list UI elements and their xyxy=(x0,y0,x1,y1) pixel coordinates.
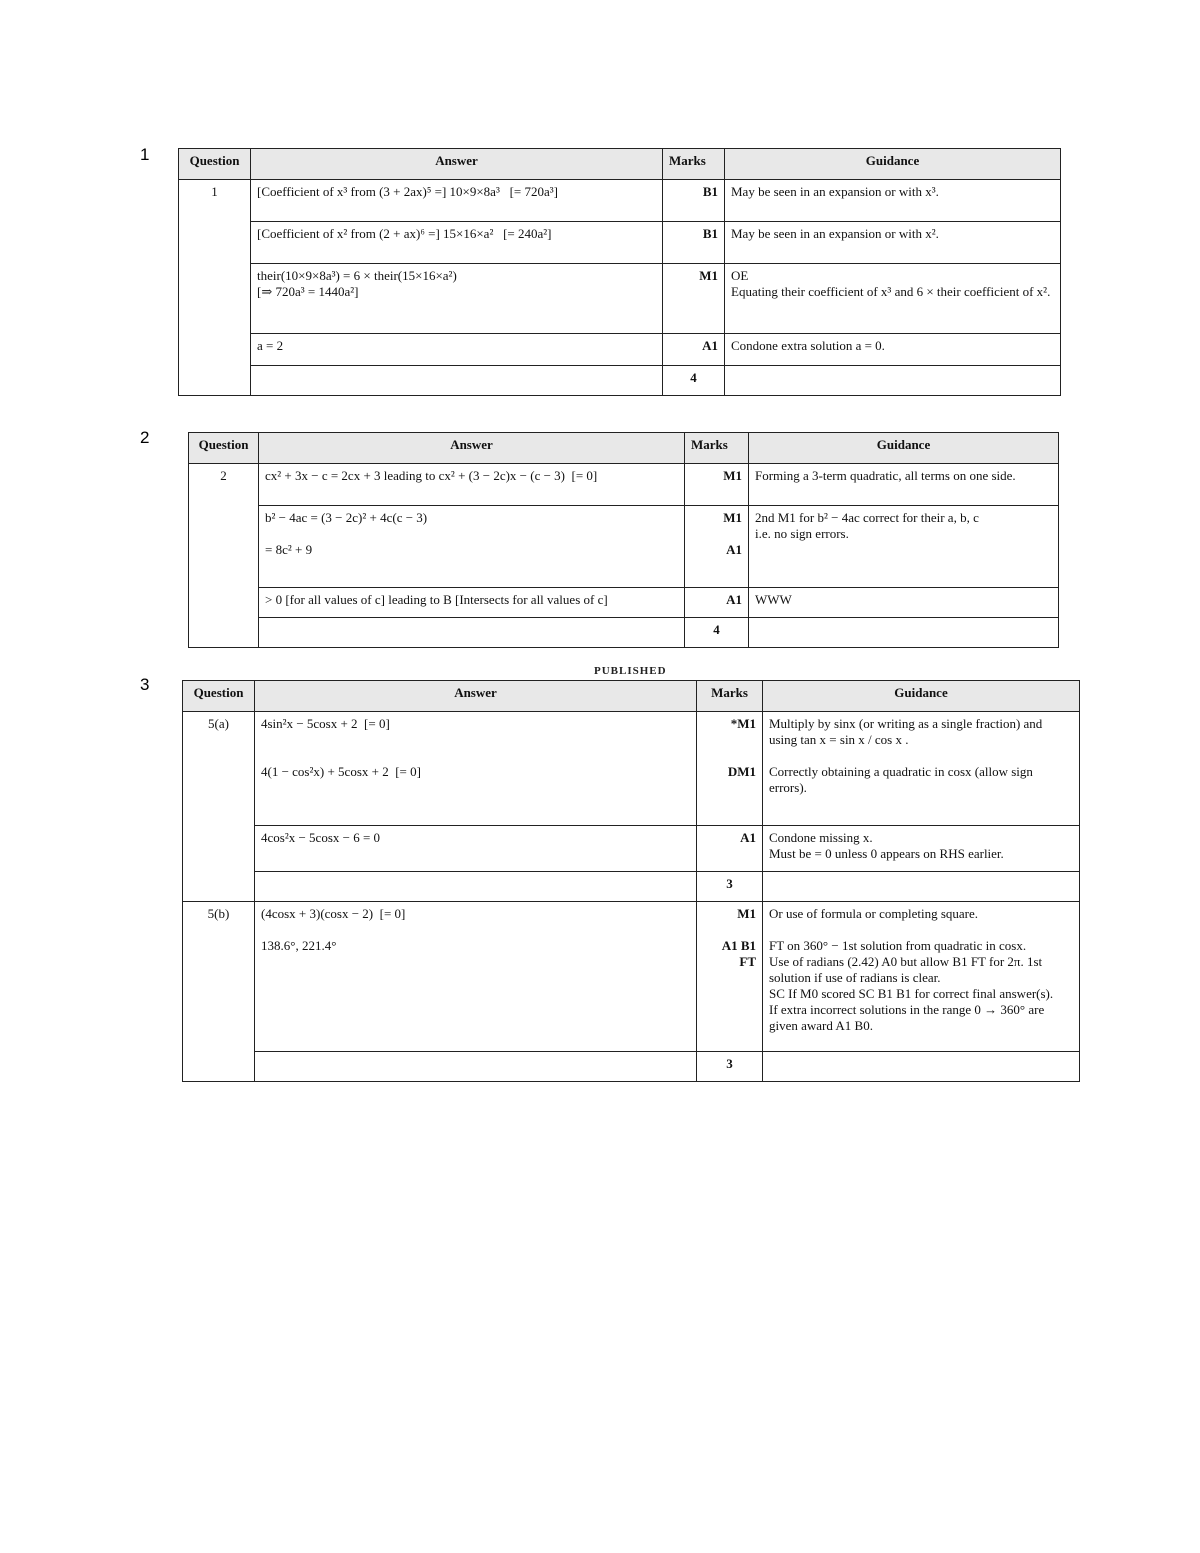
question-label: 1 xyxy=(179,180,251,396)
marks-cell xyxy=(691,592,742,608)
answer-cell xyxy=(257,268,656,300)
empty-cell xyxy=(251,366,663,396)
guidance-cell-line: Multiply by sinx (or writing as a single fraction) and xyxy=(769,716,1043,731)
table-header-row xyxy=(183,681,1080,712)
answer-cell xyxy=(257,338,656,354)
marks-cell-line: M1 xyxy=(723,468,742,483)
guidance-cell-line: Condone extra solution a = 0. xyxy=(731,338,885,353)
table-row xyxy=(183,902,1080,1052)
marks-cell-line: M1 xyxy=(737,906,756,921)
guidance-cell xyxy=(731,226,1054,242)
marks-cell xyxy=(703,716,756,780)
total-row xyxy=(183,872,1080,902)
answer-cell-line: [Coefficient of x³ from (3 + 2ax)⁵ =] 10×9×8a³ [= 720a³] xyxy=(257,184,559,199)
answer-cell-line: = 8c² + 9 xyxy=(265,542,313,557)
answer-cell xyxy=(261,716,690,780)
table-row xyxy=(189,506,1059,588)
guidance-cell xyxy=(769,830,1073,862)
marks-cell xyxy=(691,468,742,484)
header-marks: Marks xyxy=(663,149,725,180)
marks-cell-line: B1 xyxy=(702,226,718,241)
markscheme-table-q2 xyxy=(188,432,1059,648)
guidance-cell-line xyxy=(769,748,1073,764)
header-marks: Marks xyxy=(685,433,749,464)
markscheme-table-q1 xyxy=(178,148,1061,396)
guidance-cell-line: Equating their coefficient of x³ and 6 × their coefficient of x². xyxy=(731,284,1051,299)
header-marks: Marks xyxy=(697,681,763,712)
empty-cell xyxy=(255,872,697,902)
answer-cell-line: cx² + 3x − c = 2cx + 3 leading to cx² + (3 − 2c)x − (c − 3) [= 0] xyxy=(265,468,598,483)
guidance-cell-line: Must be = 0 unless 0 appears on RHS earlier. xyxy=(769,846,1004,861)
table-row xyxy=(179,264,1061,334)
total-row xyxy=(189,618,1059,648)
guidance-cell-line: using tan x = sin x / cos x . xyxy=(769,732,909,747)
answer-cell xyxy=(257,226,656,242)
question-label: 2 xyxy=(189,464,259,648)
guidance-cell-line: FT on 360° − 1st solution from quadratic in cosx. xyxy=(769,938,1027,953)
answer-cell-line: > 0 [for all values of c] leading to B [Intersects for all values of c] xyxy=(265,592,608,607)
guidance-cell-line: Or use of formula or completing square. xyxy=(769,906,979,921)
guidance-cell-line: May be seen in an expansion or with x². xyxy=(731,226,939,241)
marks-cell xyxy=(691,510,742,558)
answer-cell-line: 4cos²x − 5cosx − 6 = 0 xyxy=(261,830,381,845)
marks-cell-line xyxy=(703,732,756,748)
empty-cell xyxy=(749,618,1059,648)
question-number: 2 xyxy=(140,428,150,447)
total-marks: 3 xyxy=(697,872,763,902)
marks-cell xyxy=(703,830,756,846)
empty-cell xyxy=(259,618,685,648)
answer-cell xyxy=(265,592,678,608)
total-marks: 4 xyxy=(685,618,749,648)
guidance-cell-line: Condone missing x. xyxy=(769,830,873,845)
header-question: Question xyxy=(183,681,255,712)
header-answer: Answer xyxy=(255,681,697,712)
guidance-cell-line: May be seen in an expansion or with x³. xyxy=(731,184,939,199)
guidance-cell-line: solution if use of radians is clear. xyxy=(769,970,941,985)
answer-cell xyxy=(257,184,656,200)
answer-cell xyxy=(265,510,678,558)
table-header-row xyxy=(179,149,1061,180)
table-row xyxy=(189,588,1059,618)
answer-cell-line xyxy=(261,732,690,748)
marks-cell xyxy=(669,268,718,284)
guidance-cell-line xyxy=(769,922,1073,938)
empty-cell xyxy=(725,366,1061,396)
guidance-cell-line: SC If M0 scored SC B1 B1 for correct final answer(s). xyxy=(769,986,1054,1001)
header-question: Question xyxy=(179,149,251,180)
guidance-cell-line: errors). xyxy=(769,780,807,795)
answer-cell-line: 4sin²x − 5cosx + 2 [= 0] xyxy=(261,716,390,731)
question-number: 1 xyxy=(140,145,150,164)
answer-cell-line xyxy=(265,526,678,542)
table-row xyxy=(183,826,1080,872)
total-row xyxy=(183,1052,1080,1082)
answer-cell xyxy=(265,468,678,484)
marks-cell-line: B1 xyxy=(702,184,718,199)
answer-cell-line: 4(1 − cos²x) + 5cosx + 2 [= 0] xyxy=(261,764,421,779)
marks-cell-line xyxy=(691,526,742,542)
question-label: 5(a) xyxy=(183,712,255,902)
guidance-cell-line: If extra incorrect solutions in the range 0 → 360° are xyxy=(769,1002,1045,1017)
header-question: Question xyxy=(189,433,259,464)
guidance-cell-line: WWW xyxy=(755,592,792,607)
guidance-cell xyxy=(769,906,1073,1034)
markscheme-table-q3 xyxy=(182,680,1080,1082)
answer-cell-line: [Coefficient of x² from (2 + ax)⁶ =] 15×16×a² [= 240a²] xyxy=(257,226,552,241)
marks-cell-line: A1 xyxy=(726,542,742,557)
answer-cell-line: (4cosx + 3)(cosx − 2) [= 0] xyxy=(261,906,406,921)
answer-cell-line: their(10×9×8a³) = 6 × their(15×16×a²) xyxy=(257,268,457,283)
guidance-cell xyxy=(755,510,1052,542)
answer-cell xyxy=(261,906,690,954)
total-row xyxy=(179,366,1061,396)
answer-cell xyxy=(261,830,690,846)
header-answer: Answer xyxy=(259,433,685,464)
guidance-cell-line: Correctly obtaining a quadratic in cosx (allow sign xyxy=(769,764,1033,779)
header-answer: Answer xyxy=(251,149,663,180)
guidance-cell-line: i.e. no sign errors. xyxy=(755,526,849,541)
header-guidance: Guidance xyxy=(725,149,1061,180)
table-row xyxy=(183,712,1080,826)
header-guidance: Guidance xyxy=(763,681,1080,712)
guidance-cell-line: Forming a 3-term quadratic, all terms on one side. xyxy=(755,468,1016,483)
marks-cell-line xyxy=(703,748,756,764)
answer-cell-line: b² − 4ac = (3 − 2c)² + 4c(c − 3) xyxy=(265,510,428,525)
guidance-cell-line: given award A1 B0. xyxy=(769,1018,873,1033)
marks-cell xyxy=(703,906,760,970)
guidance-cell xyxy=(755,592,1052,608)
marks-cell-line: *M1 xyxy=(730,716,756,731)
marks-cell-line: M1 xyxy=(723,510,742,525)
table-row xyxy=(179,180,1061,222)
answer-cell-line xyxy=(261,748,690,764)
total-marks: 4 xyxy=(663,366,725,396)
table-row xyxy=(179,222,1061,264)
guidance-cell xyxy=(731,268,1054,300)
header-guidance: Guidance xyxy=(749,433,1059,464)
marks-cell-line: M1 xyxy=(699,268,718,283)
guidance-cell xyxy=(731,338,1054,354)
question-label: 5(b) xyxy=(183,902,255,1082)
guidance-cell-line: Use of radians (2.42) A0 but allow B1 FT for 2π. 1st xyxy=(769,954,1043,969)
guidance-cell xyxy=(769,716,1073,796)
table-row xyxy=(189,464,1059,506)
table-row xyxy=(179,334,1061,366)
marks-cell-line: A1 B1 FT xyxy=(721,938,760,969)
empty-cell xyxy=(255,1052,697,1082)
guidance-cell xyxy=(755,468,1052,484)
answer-cell-line: a = 2 xyxy=(257,338,284,353)
table-header-row xyxy=(189,433,1059,464)
guidance-cell-line: 2nd M1 for b² − 4ac correct for their a, b, c xyxy=(755,510,979,525)
total-marks: 3 xyxy=(697,1052,763,1082)
empty-cell xyxy=(763,1052,1080,1082)
published-watermark: PUBLISHED xyxy=(594,665,667,677)
marks-cell-line: A1 xyxy=(702,338,718,353)
marks-cell xyxy=(669,338,718,354)
marks-cell-line: A1 xyxy=(740,830,756,845)
question-number: 3 xyxy=(140,675,150,694)
marks-cell xyxy=(669,226,718,242)
guidance-cell-line: OE xyxy=(731,268,749,283)
marks-cell-line: A1 xyxy=(726,592,742,607)
answer-cell-line: [⇒ 720a³ = 1440a²] xyxy=(257,284,359,299)
empty-cell xyxy=(763,872,1080,902)
marks-cell xyxy=(669,184,718,200)
marks-cell-line: DM1 xyxy=(727,764,756,779)
answer-cell-line: 138.6°, 221.4° xyxy=(261,938,337,953)
answer-cell-line xyxy=(261,922,690,938)
guidance-cell xyxy=(731,184,1054,200)
marks-cell-line xyxy=(703,922,756,938)
